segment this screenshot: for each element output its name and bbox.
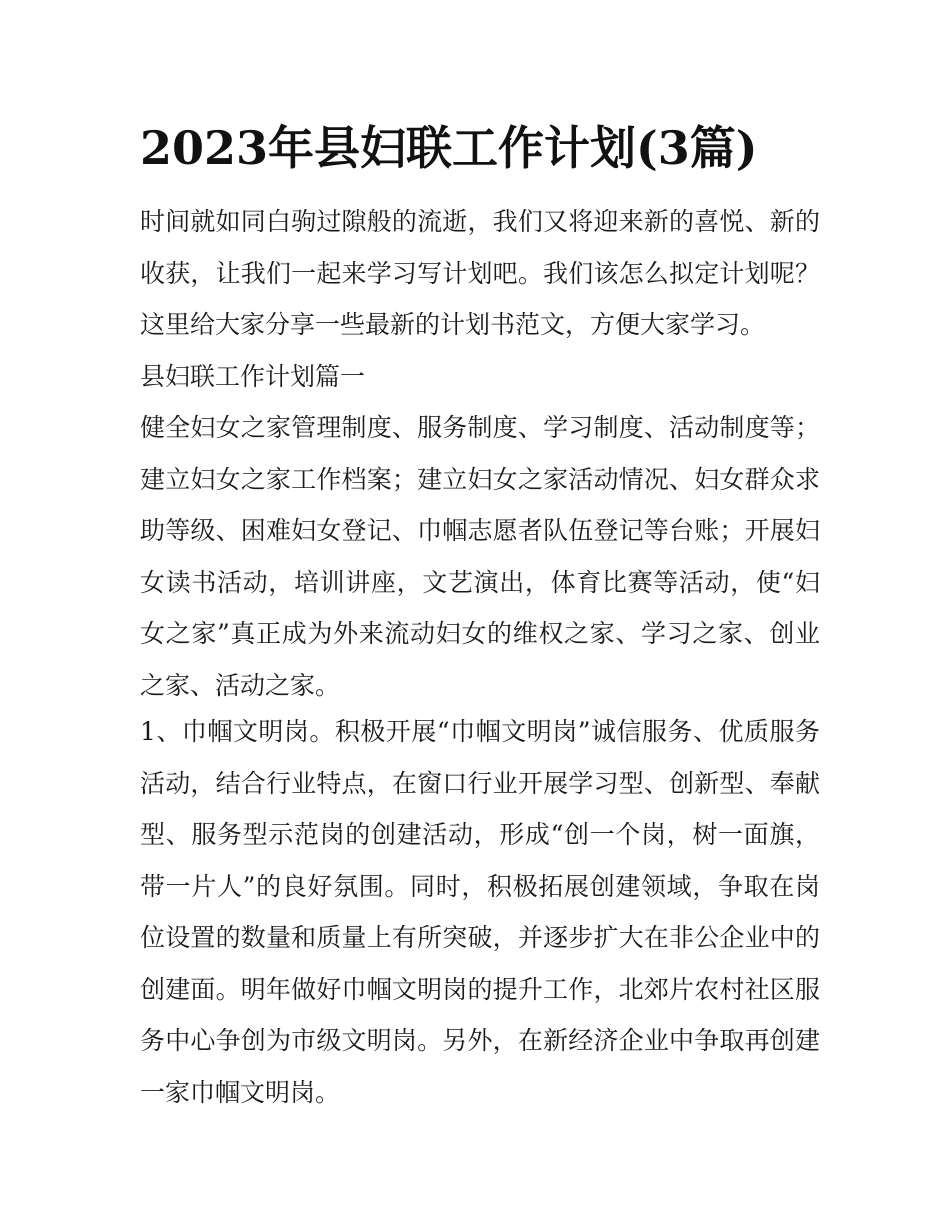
body-paragraph-2: 1、巾帼文明岗。积极开展“巾帼文明岗”诚信服务、优质服务活动，结合行业特点，在窗口行业开展学习型、创新型、奉献型、服务型示范岗的创建活动，形成“创一个岗，树一面旗，带一片人”的良好氛围。同时，积极拓展创建领域，争取在岗位设置的数量和质量上有所突破，并逐步扩大在非公企业中的创建面。明年做好巾帼文明岗的提升工作，北郊片农村社区服务中心争创为市级文明岗。另外，在新经济企业中争取再创建一家巾帼文明岗。 — [140, 717, 820, 1107]
document-title: 2023年县妇联工作计划(3篇) — [140, 121, 758, 175]
body-paragraph-1: 健全妇女之家管理制度、服务制度、学习制度、活动制度等；建立妇女之家工作档案；建立妇女之家活动情况、妇女群众求助等级、困难妇女登记、巾帼志愿者队伍登记等台账；开展妇女读书活动，培训讲座，文艺演出，体育比赛等活动，使“妇女之家”真正成为外来流动妇女的维权之家、学习之家、创业之家、活动之家。 — [140, 413, 820, 700]
section-heading: 县妇联工作计划篇一 — [140, 362, 366, 391]
intro-paragraph: 时间就如同白驹过隙般的流逝，我们又将迎来新的喜悦、新的收获，让我们一起来学习写计划吧。我们该怎么拟定计划呢？这里给大家分享一些最新的计划书范文，方便大家学习。 — [140, 207, 820, 339]
